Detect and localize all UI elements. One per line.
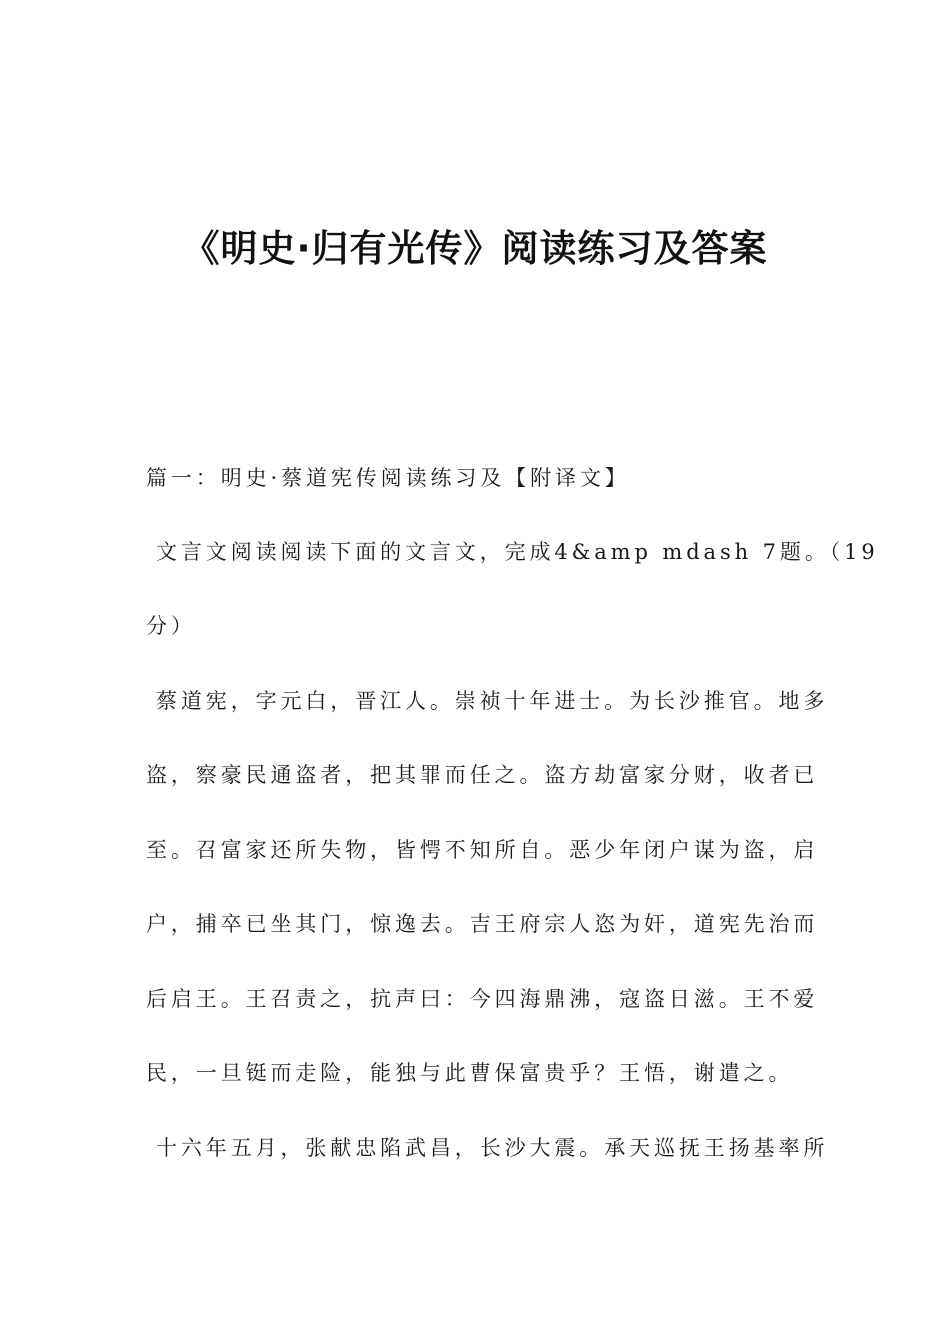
paragraph-line: 文言文阅读阅读下面的文言文，完成4&amp mdash 7题。（19 [156,540,879,564]
paragraph-line: 十六年五月，张献忠陷武昌，长沙大震。承天巡抚王扬基率所 [156,1136,829,1160]
paragraph-line: 盗，察豪民通盗者，把其罪而任之。盗方劫富家分财，收者已 [146,763,819,787]
paragraph-line: 民，一旦铤而走险，能独与此曹保富贵乎？王悟，谢遣之。 [146,1061,794,1085]
paragraph-line: 后启王。王召责之，抗声曰：今四海鼎沸，寇盗日滋。王不爱 [146,987,819,1011]
paragraph-line: 户，捕卒已坐其门，惊逸去。吉王府宗人恣为奸，道宪先治而 [146,912,819,936]
paragraph-line: 蔡道宪，字元白，晋江人。崇祯十年进士。为长沙推官。地多 [156,689,829,713]
paragraph-line: 至。召富家还所失物，皆愕不知所自。恶少年闭户谋为盗，启 [146,838,819,862]
document-title: 《明史·归有光传》阅读练习及答案 [182,227,768,270]
section-heading: 篇一：明史·蔡道宪传阅读练习及【附译文】 [146,466,630,490]
paragraph-line: 分） [146,614,196,638]
